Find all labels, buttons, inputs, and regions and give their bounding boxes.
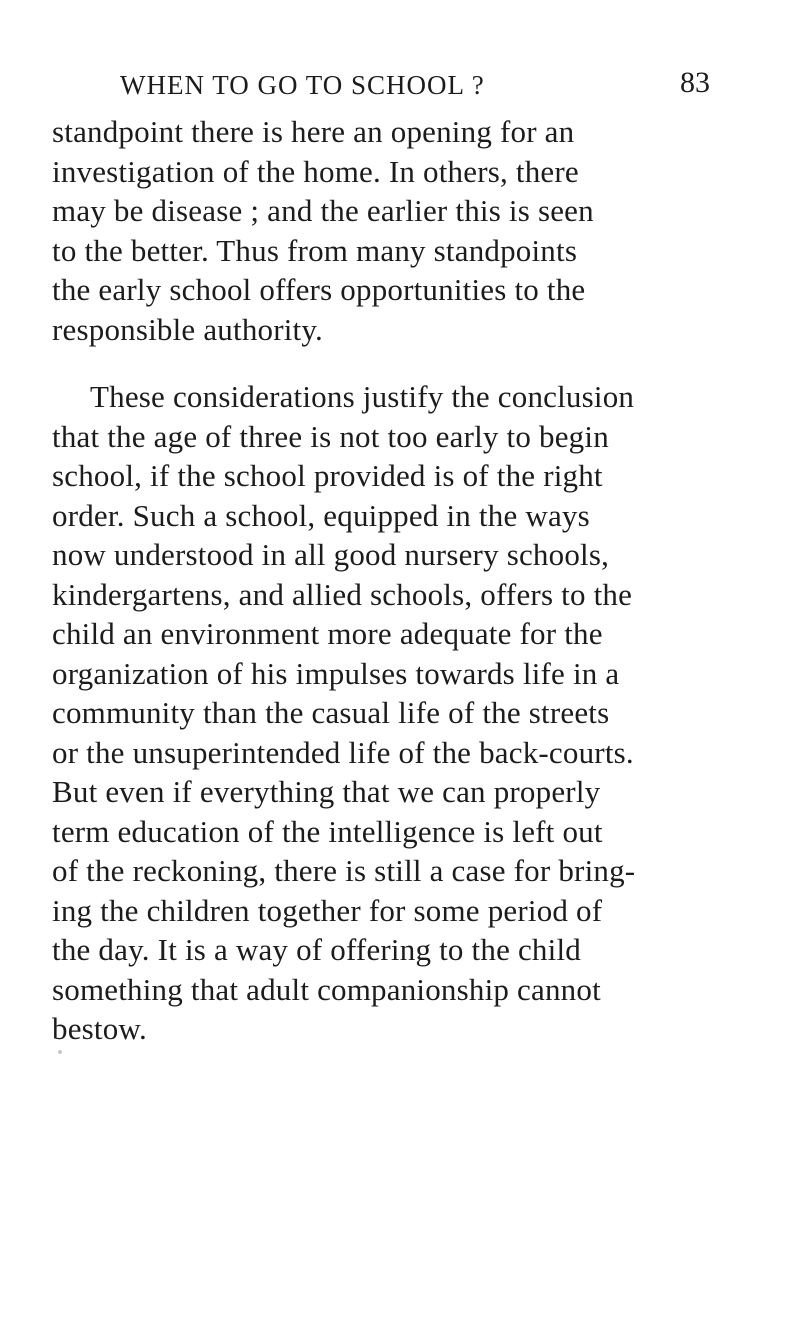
text-line: term education of the intelligence is left out (52, 814, 603, 849)
text-line: to the better. Thus from many standpoints (52, 233, 578, 268)
text-line: responsible authority. (52, 312, 324, 347)
text-line: bestow. (52, 1011, 147, 1046)
running-title: WHEN TO GO TO SCHOOL ? (120, 70, 485, 100)
text-line: order. Such a school, equipped in the ways (52, 498, 590, 533)
text-line: But even if everything that we can properly (52, 774, 601, 809)
page-number: 83 (680, 66, 710, 99)
text-line: These considerations justify the conclusion (90, 379, 635, 414)
text-line: school, if the school provided is of the right (52, 458, 603, 493)
text-line: something that adult companionship cannot (52, 972, 601, 1007)
text-line: of the reckoning, there is still a case for bring- (52, 853, 636, 888)
paper-speck (58, 1050, 62, 1054)
text-line: ing the children together for some period of (52, 893, 603, 928)
text-line: or the unsuperintended life of the back-courts. (52, 735, 634, 770)
text-line: kindergartens, and allied schools, offers to the (52, 577, 633, 612)
text-line: child an environment more adequate for the (52, 616, 603, 651)
text-line: organization of his impulses towards life in a (52, 656, 620, 691)
text-line: may be disease ; and the earlier this is seen (52, 193, 594, 228)
text-line: investigation of the home. In others, there (52, 154, 579, 189)
text-line: that the age of three is not too early to begin (52, 419, 609, 454)
text-line: community than the casual life of the streets (52, 695, 610, 730)
running-head (120, 64, 710, 104)
text-line: standpoint there is here an opening for an (52, 114, 575, 149)
text-line: now understood in all good nursery schools, (52, 537, 610, 572)
text-line: the day. It is a way of offering to the child (52, 932, 581, 967)
text-line: the early school offers opportunities to the (52, 272, 586, 307)
